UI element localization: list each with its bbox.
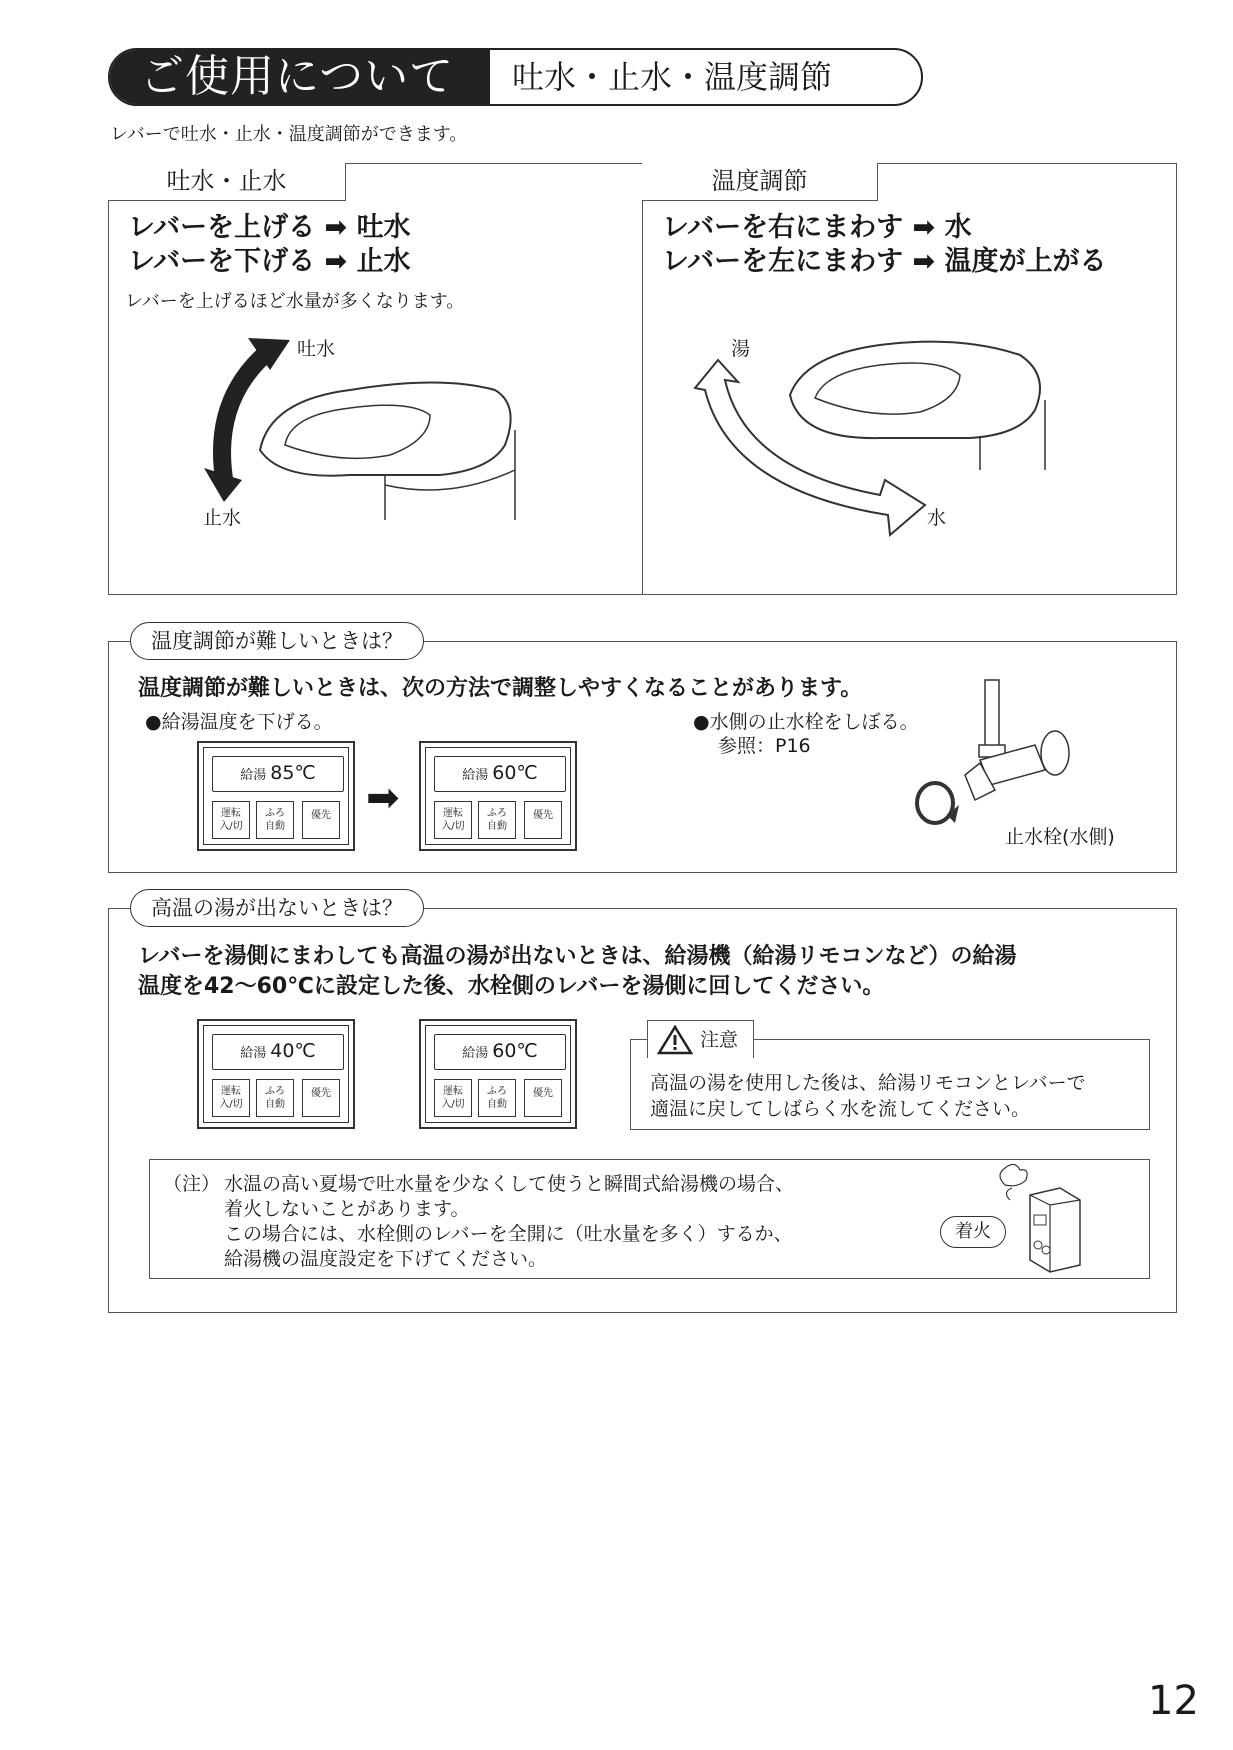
right-line1 bbox=[662, 211, 972, 245]
remote-priority-button: 優先 bbox=[302, 801, 340, 839]
warning-triangle-icon bbox=[657, 1025, 693, 1055]
left-line1 bbox=[128, 211, 411, 245]
remote-display: 給湯 40℃ bbox=[212, 1034, 344, 1070]
remote-power-button: 運転 入/切 bbox=[212, 801, 250, 839]
section2-title: 高温の湯が出ないときは？ bbox=[130, 889, 424, 927]
header-subtitle: 吐水・止水・温度調節 bbox=[512, 58, 833, 96]
note-prefix: （注） bbox=[163, 1173, 221, 1195]
stop-valve-illustration bbox=[895, 675, 1095, 845]
section1-title: 温度調節が難しいときは？ bbox=[130, 622, 424, 660]
right-line1-result: 水 bbox=[944, 212, 972, 243]
label-hot: 湯 bbox=[731, 338, 751, 360]
label-spout: 吐水 bbox=[297, 338, 336, 360]
note-line3: この場合には、水栓側のレバーを全開に（吐水量を多く）するか、 bbox=[224, 1223, 793, 1245]
section-header bbox=[108, 48, 923, 106]
remote-40 bbox=[197, 1019, 355, 1129]
arrow-right-icon: ➡ bbox=[324, 246, 348, 277]
reference: 参照：P16 bbox=[718, 735, 811, 757]
bullet-valve: ●水側の止水栓をしぼる。 bbox=[693, 711, 919, 733]
caution-line2: 適温に戻してしばらく水を流してください。 bbox=[650, 1098, 1031, 1120]
remote-bath-button: ふろ 自動 bbox=[478, 1079, 516, 1117]
remote-bath-button: ふろ 自動 bbox=[478, 801, 516, 839]
remote-priority-button: 優先 bbox=[524, 1079, 562, 1117]
section2-lead2: 温度を42〜60℃に設定した後、水栓側のレバーを湯側に回してください。 bbox=[138, 974, 885, 999]
caution-title: 注意 bbox=[700, 1029, 739, 1051]
right-line2-result: 温度が上がる bbox=[944, 246, 1107, 277]
tab-flow-stop: 吐水・止水 bbox=[108, 163, 346, 201]
caution-line1: 高温の湯を使用した後は、給湯リモコンとレバーで bbox=[650, 1072, 1086, 1094]
remote-display: 給湯 60℃ bbox=[434, 756, 566, 792]
note-line1: 水温の高い夏場で吐水量を少なくして使うと瞬間式給湯機の場合、 bbox=[224, 1173, 795, 1195]
arrow-right-icon: ➡ bbox=[912, 212, 936, 243]
left-line1-text: レバーを上げる bbox=[128, 212, 316, 243]
remote-power-button: 運転 入/切 bbox=[212, 1079, 250, 1117]
remote-after bbox=[419, 741, 577, 851]
header-title: ご使用について bbox=[110, 50, 490, 104]
note-line4: 給湯機の温度設定を下げてください。 bbox=[224, 1248, 548, 1270]
bullet-lower-temp: ●給湯温度を下げる。 bbox=[145, 711, 333, 733]
left-line2 bbox=[128, 245, 411, 279]
label-cold: 水 bbox=[927, 507, 947, 529]
water-heater-icon bbox=[990, 1160, 1090, 1275]
arrow-right-icon: ➡ bbox=[324, 212, 348, 243]
arrow-right-icon: ➡ bbox=[912, 246, 936, 277]
left-note: レバーを上げるほど水量が多くなります。 bbox=[125, 291, 465, 312]
tab-temperature: 温度調節 bbox=[642, 163, 878, 201]
section1-lead: 温度調節が難しいときは、次の方法で調整しやすくなることがあります。 bbox=[138, 676, 863, 701]
label-stop: 止水 bbox=[203, 507, 242, 529]
remote-power-button: 運転 入/切 bbox=[434, 1079, 472, 1117]
remote-before bbox=[197, 741, 355, 851]
right-line2-text: レバーを左にまわす bbox=[662, 246, 904, 277]
remote-priority-button: 優先 bbox=[524, 801, 562, 839]
faucet-lever-up-down-illustration bbox=[190, 320, 540, 550]
remote-60 bbox=[419, 1019, 577, 1129]
valve-label: 止水栓(水側) bbox=[1005, 826, 1115, 848]
left-line2-result: 止水 bbox=[356, 246, 411, 277]
remote-priority-button: 優先 bbox=[302, 1079, 340, 1117]
right-line1-text: レバーを右にまわす bbox=[662, 212, 904, 243]
remote-bath-button: ふろ 自動 bbox=[256, 1079, 294, 1117]
left-line1-result: 吐水 bbox=[356, 212, 411, 243]
remote-display: 給湯 60℃ bbox=[434, 1034, 566, 1070]
page-number: 12 bbox=[1148, 1678, 1199, 1724]
remote-power-button: 運転 入/切 bbox=[434, 801, 472, 839]
remote-display: 給湯 85℃ bbox=[212, 756, 344, 792]
arrow-right-icon: ➡ bbox=[366, 775, 400, 821]
section2-lead1: レバーを湯側にまわしても高温の湯が出ないときは、給湯機（給湯リモコンなど）の給湯 bbox=[138, 944, 1017, 969]
intro-text: レバーで吐水・止水・温度調節ができます。 bbox=[110, 124, 468, 145]
ignite-badge: 着火 bbox=[940, 1216, 1006, 1248]
right-line2 bbox=[662, 245, 1107, 279]
remote-bath-button: ふろ 自動 bbox=[256, 801, 294, 839]
note-line2: 着火しないことがあります。 bbox=[224, 1198, 470, 1220]
left-line2-text: レバーを下げる bbox=[128, 246, 316, 277]
